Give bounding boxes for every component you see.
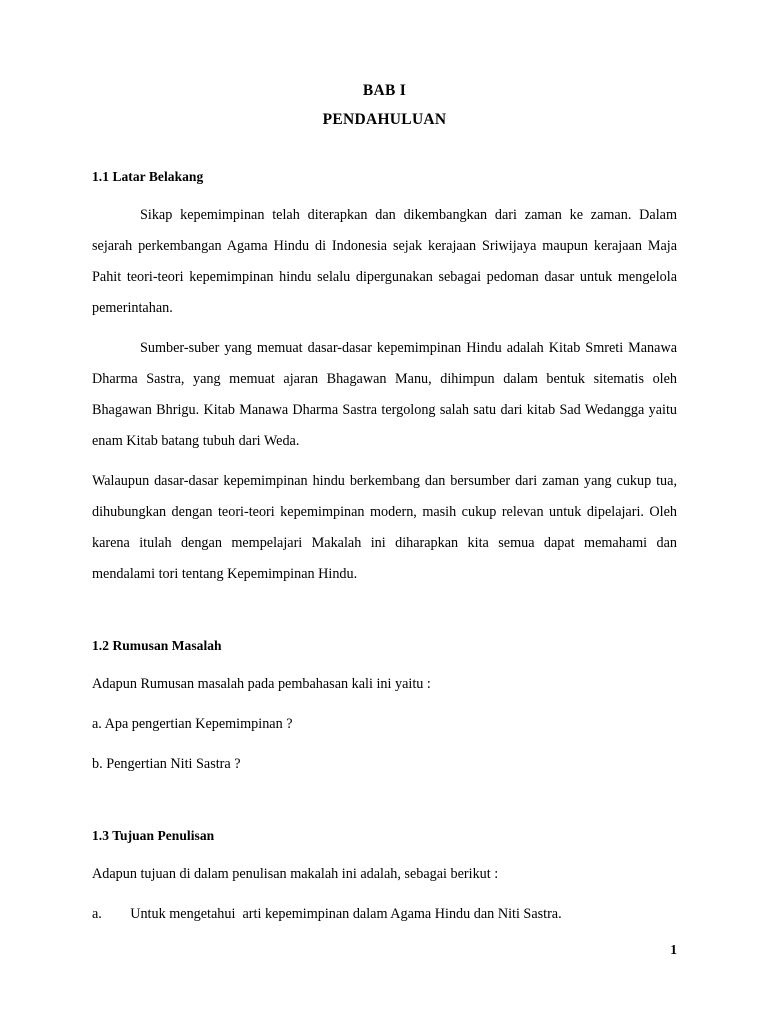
- document-body: [92, 76, 677, 930]
- spacer-tujuan-intro-items: [92, 890, 677, 899]
- document-title-bab: BAB I: [362, 82, 407, 99]
- section-heading-latar-belakang: 1.1 Latar Belakang: [92, 169, 204, 184]
- paragraph-rumusan-masalah-intro: Adapun Rumusan masalah pada pembahasan kali ini yaitu :: [92, 676, 431, 692]
- list-item-rumusan-a: a. Apa pengertian Kepemimpinan ?: [92, 716, 293, 732]
- paragraph-latar-belakang-1: Sikap kepemimpinan telah diterapkan dan dikembangkan dari zaman ke zaman. Dalam sejarah perkembangan Agama Hindu di Indonesia sejak kerajaan Sriwijaya maupun kerajaan Maja Pahit teori-teori kepemimpinan hindu selalu dipergunakan sebagai pedoman dasar untuk mengelola pemerintahan.: [92, 207, 677, 316]
- document-title-pendahuluan: PENDAHULUAN: [322, 111, 447, 128]
- paragraph-tujuan-intro: Adapun tujuan di dalam penulisan makalah ini adalah, sebagai berikut :: [92, 866, 499, 882]
- spacer-paragraph-1-2: [92, 324, 677, 333]
- spacer-after-heading-1-1: [92, 186, 677, 200]
- spacer-after-heading-1-2: [92, 655, 677, 669]
- paragraph-latar-belakang-2: Sumber-suber yang memuat dasar-dasar kepemimpinan Hindu adalah Kitab Smreti Manawa Dharma Sastra, yang memuat ajaran Bhagawan Manu, dihimpun dalam bentuk sitematis oleh Bhagawan Bhrigu. Kitab Manawa Dharma Sastra tergolong salah satu dari kitab Sad Wedangga yaitu enam Kitab batang tubuh dari Weda.: [92, 340, 677, 449]
- spacer-rumusan-items: [92, 740, 677, 749]
- page-number: 1: [670, 942, 677, 957]
- spacer-after-heading-1-3: [92, 845, 677, 859]
- paragraph-latar-belakang-3: Walaupun dasar-dasar kepemimpinan hindu berkembang dan bersumber dari zaman yang cukup tua, dihubungkan dengan teori-teori kepemimpinan modern, masih cukup relevan untuk dipelajari. Oleh karena itulah dengan mempelajari Makalah ini diharapkan kita semua dapat memahami dan mendalami tori tentang Kepemimpinan Hindu.: [92, 473, 677, 582]
- section-heading-tujuan-penulisan: 1.3 Tujuan Penulisan: [92, 828, 215, 843]
- list-item-tujuan-a: a. Untuk mengetahui arti kepemimpinan dalam Agama Hindu dan Niti Sastra.: [92, 906, 562, 922]
- section-heading-rumusan-masalah: 1.2 Rumusan Masalah: [92, 638, 222, 653]
- spacer-rumusan-intro-items: [92, 700, 677, 709]
- list-item-rumusan-b: b. Pengertian Niti Sastra ?: [92, 756, 241, 772]
- spacer-after-title: [92, 134, 677, 168]
- spacer-before-heading-1-2: [92, 590, 677, 637]
- spacer-before-heading-1-3: [92, 780, 677, 827]
- spacer-paragraph-2-3: [92, 457, 677, 466]
